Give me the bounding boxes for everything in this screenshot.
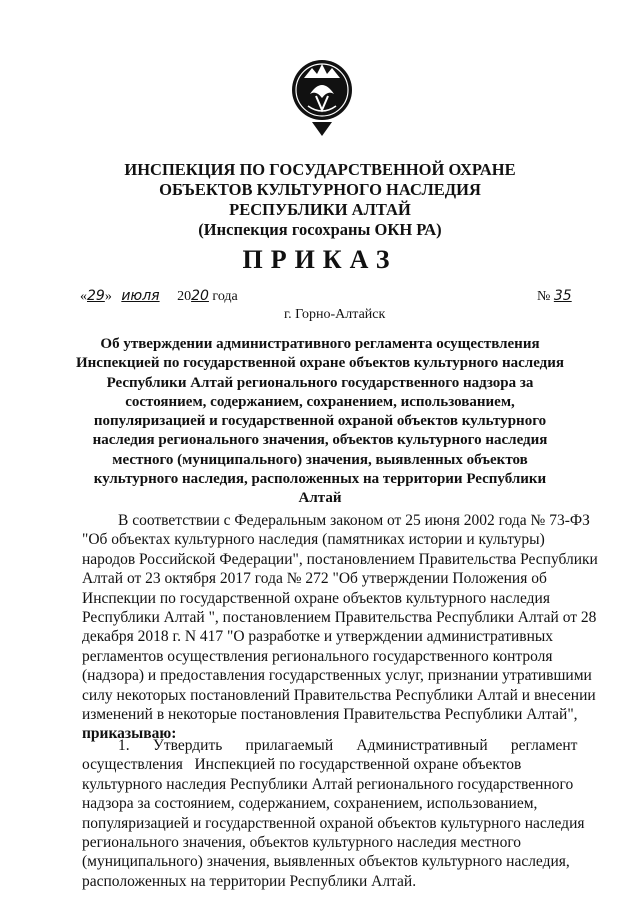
paragraph-line: 1. Утвердить прилагаемый Административный регламент [118, 737, 578, 754]
title-line: популяризацией и государственной охраной объектов культурного [93, 413, 547, 430]
organization-header [60, 160, 580, 240]
date-month: июля [121, 288, 160, 304]
paragraph-line: (муниципального) значения, выявленных объектов культурного наследия, [82, 853, 570, 871]
issue-city: г. Горно-Алтайск [284, 307, 386, 322]
item-1-paragraph [82, 736, 584, 891]
coat-of-arms-emblem [290, 50, 354, 138]
command-word: приказываю: [82, 725, 177, 743]
org-line: РЕСПУБЛИКИ АЛТАЙ [229, 200, 411, 219]
org-line: ИНСПЕКЦИЯ ПО ГОСУДАРСТВЕННОЙ ОХРАНЕ [124, 160, 516, 179]
title-line: Алтай [298, 490, 342, 507]
org-line: ОБЪЕКТОВ КУЛЬТУРНОГО НАСЛЕДИЯ [159, 180, 481, 199]
paragraph-line: Алтай от 23 октября 2017 года № 272 "Об утверждении Положения об [82, 570, 547, 588]
paragraph-line: Инспекции по государственной охране объектов культурного наследия [82, 589, 550, 607]
paragraph-line: расположенных на территории Республики Алтай. [82, 872, 417, 890]
date-year-word: года [212, 289, 238, 304]
date-year-prefix: 20 [177, 289, 192, 304]
title-line: культурного наследия, расположенных на территории Республики [93, 471, 547, 488]
title-line: наследия регионального значения, объектов культурного наследия [92, 432, 548, 449]
date-open-quote: « [80, 289, 87, 304]
title-line: состоянием, содержанием, сохранением, использованием, [125, 393, 515, 410]
title-line: местного (муниципального) значения, выявленных объектов [112, 451, 528, 468]
paragraph-line: декабря 2018 г. N 417 "О разработке и утверждении административных [82, 628, 554, 646]
paragraph-line: осуществления Инспекцией по государственной охране объектов [82, 756, 522, 774]
paragraph-line: надзора за состоянием, содержанием, сохранением, использованием, [82, 795, 538, 813]
paragraph-line: силу некоторых постановлений Правительства Республики Алтай и внесении [82, 686, 596, 704]
paragraph-line: регионального значения, объектов культурного наследия местного [82, 834, 522, 852]
paragraph-line: изменений в некоторые постановления Правительства Республики Алтай", [82, 706, 578, 724]
date-year-suffix: 20 [191, 288, 209, 304]
org-short-name: (Инспекция госохраны ОКН РА) [198, 220, 442, 239]
document-title [60, 335, 580, 509]
paragraph-line: народов Российской Федерации", постановлением Правительства Республики [82, 550, 598, 568]
preamble-paragraph [82, 511, 598, 744]
title-line: Об утверждении административного регламента осуществления [100, 336, 540, 352]
paragraph-line: В соответствии с Федеральным законом от 25 июня 2002 года № 73-ФЗ [118, 512, 590, 529]
document-date [80, 288, 238, 305]
paragraph-line: (надзора) и предоставления государственных услуг, признании утратившими [82, 667, 592, 685]
document-number [537, 288, 580, 305]
number-label: № [537, 289, 551, 304]
date-day: 29 [87, 288, 105, 304]
date-close-quote: » [104, 289, 112, 304]
paragraph-line: культурного наследия Республики Алтай регионального государственного [82, 775, 574, 793]
paragraph-line: "Об объектах культурного наследия (памятниках истории и культуры) [82, 531, 545, 549]
paragraph-line: популяризацией и государственной охраной объектов культурного наследия [82, 814, 585, 832]
paragraph-line: регламентов осуществления регионального государственного контроля [82, 647, 553, 665]
title-line: Республики Алтай регионального государственного надзора за [106, 374, 534, 391]
number-value: 35 [553, 288, 572, 304]
title-line: Инспекцией по государственной охране объектов культурного наследия [75, 355, 565, 372]
document-type-heading: ПРИКАЗ [242, 245, 398, 274]
paragraph-line: Республики Алтай ", постановлением Правительства Республики Алтай от 28 [82, 609, 597, 627]
